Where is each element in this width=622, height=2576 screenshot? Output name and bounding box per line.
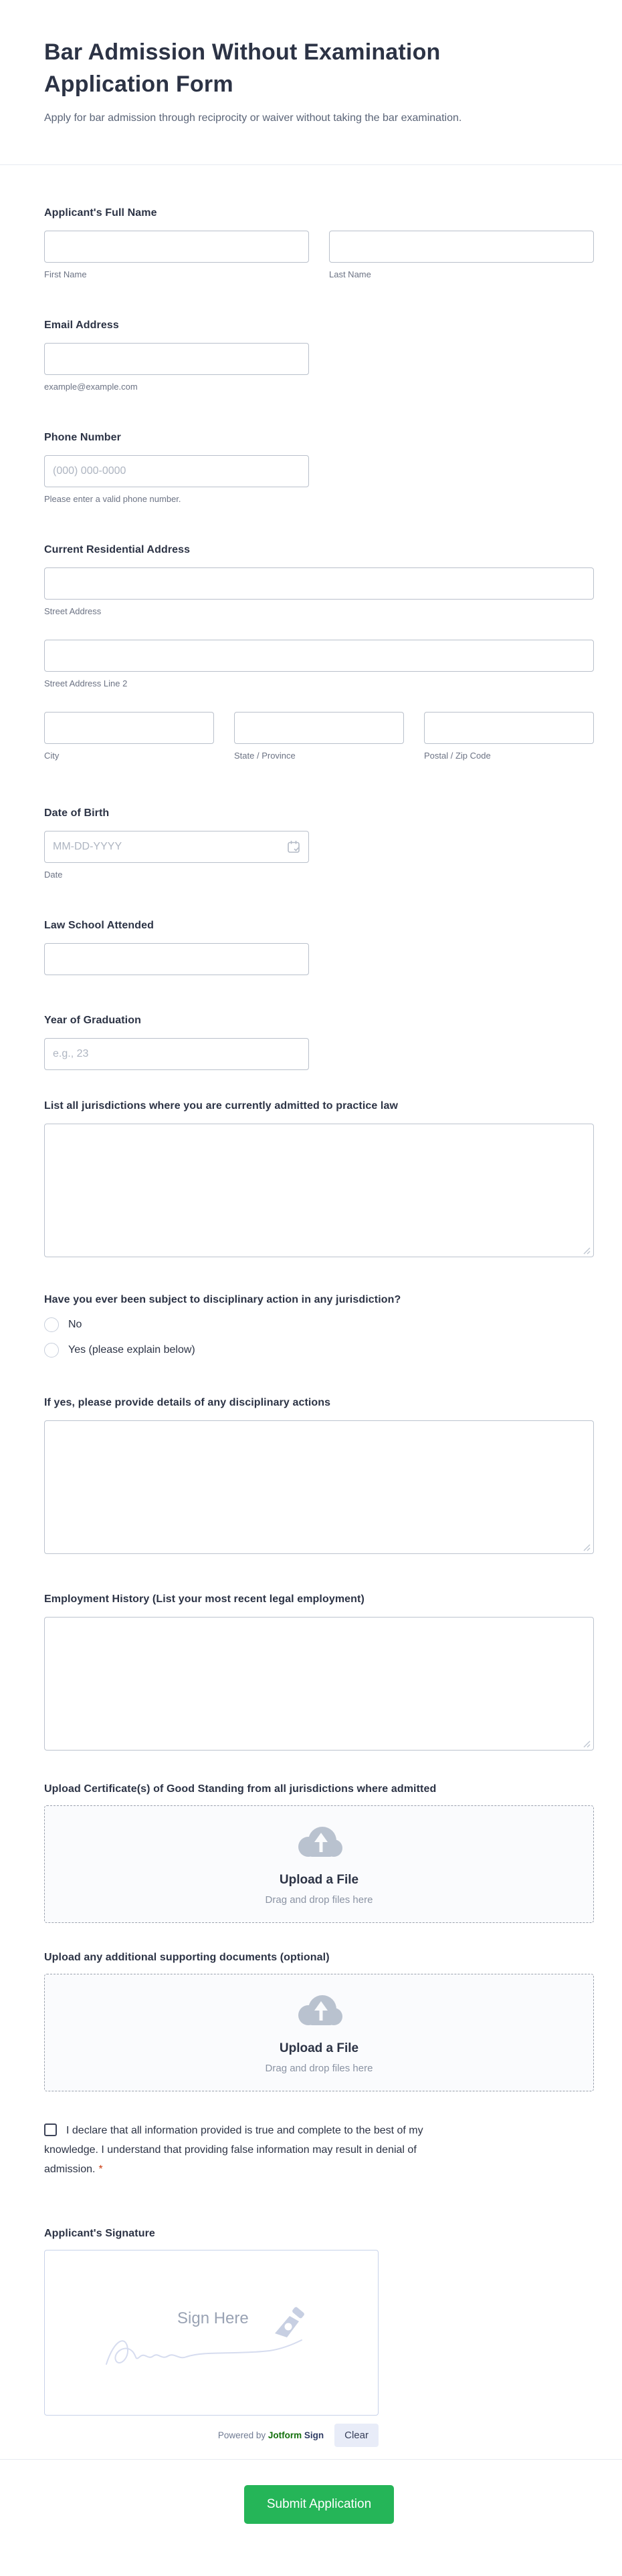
disciplinary-details-label: If yes, please provide details of any disciplinary actions	[44, 1397, 331, 1408]
calendar-check-icon[interactable]	[286, 840, 301, 854]
grad-year-label: Year of Graduation	[44, 1015, 141, 1026]
upload-additional-label: Upload any additional supporting documents (optional)	[44, 1952, 330, 1963]
street-address2-sublabel: Street Address Line 2	[44, 678, 128, 688]
declaration-text: I declare that all information provided is true and complete to the best of my knowledge. I understand that providing false information may result in denial of admission.	[44, 2125, 423, 2175]
last-name-input[interactable]	[329, 231, 594, 263]
email-sublabel: example@example.com	[44, 382, 138, 392]
state-sublabel: State / Province	[234, 751, 296, 761]
full-name-label: Applicant's Full Name	[44, 207, 157, 219]
street-address2-input[interactable]	[44, 640, 594, 672]
city-input[interactable]	[44, 712, 214, 744]
resize-handle-icon[interactable]	[583, 1543, 591, 1551]
cloud-upload-icon	[294, 1991, 344, 2031]
dob-sublabel: Date	[44, 870, 63, 880]
pen-nib-icon	[270, 2307, 307, 2347]
law-school-label: Law School Attended	[44, 920, 154, 931]
email-label: Email Address	[44, 319, 119, 331]
address-label: Current Residential Address	[44, 544, 191, 555]
jotform-brand: Jotform	[268, 2430, 302, 2440]
email-input[interactable]	[44, 343, 309, 375]
resize-handle-icon[interactable]	[583, 1739, 591, 1747]
upload-additional-hint: Drag and drop files here	[265, 2063, 373, 2074]
field-upload-certificates	[44, 1783, 594, 1923]
law-school-input[interactable]	[44, 943, 309, 975]
cloud-upload-icon	[294, 1823, 344, 1862]
field-address	[44, 543, 594, 761]
phone-input[interactable]	[44, 455, 309, 487]
street-address-input[interactable]	[44, 567, 594, 600]
sign-here-placeholder: Sign Here	[177, 2309, 249, 2327]
declaration-checkbox[interactable]	[44, 2123, 57, 2136]
field-employment	[44, 1593, 594, 1751]
field-disciplinary	[44, 1293, 594, 1358]
signature-label: Applicant's Signature	[44, 2228, 155, 2239]
field-full-name	[44, 207, 594, 280]
zip-sublabel: Postal / Zip Code	[424, 751, 491, 761]
signature-meta-row	[44, 2424, 379, 2447]
last-name-sublabel: Last Name	[329, 269, 371, 279]
radio-yes-label: Yes (please explain below)	[68, 1344, 195, 1356]
upload-certificates-hint: Drag and drop files here	[265, 1894, 373, 1906]
field-disciplinary-details	[44, 1396, 594, 1554]
jurisdictions-label: List all jurisdictions where you are currently admitted to practice law	[44, 1100, 399, 1112]
declaration-checkbox-row[interactable]	[44, 2125, 423, 2175]
form-header	[0, 0, 622, 164]
form-body	[0, 165, 622, 2459]
upload-certificates-button-label: Upload a File	[279, 1873, 359, 1887]
radio-no-label: No	[68, 1319, 82, 1330]
disciplinary-details-textarea[interactable]	[45, 1421, 593, 1553]
upload-additional-dropzone[interactable]	[44, 1974, 594, 2091]
upload-certificates-dropzone[interactable]	[44, 1805, 594, 1923]
state-input[interactable]	[234, 712, 404, 744]
resize-handle-icon[interactable]	[583, 1246, 591, 1254]
form-subtitle: Apply for bar admission through reciprocity or waiver without taking the bar examination.	[44, 112, 462, 124]
field-law-school	[44, 919, 594, 975]
required-asterisk: *	[98, 2164, 103, 2175]
clear-signature-button[interactable]: Clear	[334, 2424, 379, 2447]
field-phone	[44, 431, 594, 505]
employment-textarea[interactable]	[45, 1618, 593, 1750]
grad-year-input[interactable]	[44, 1038, 309, 1070]
employment-label: Employment History (List your most recent legal employment)	[44, 1593, 365, 1605]
disciplinary-label: Have you ever been subject to disciplinary action in any jurisdiction?	[44, 1294, 401, 1305]
submit-application-button[interactable]: Submit Application	[244, 2485, 394, 2524]
field-grad-year	[44, 1014, 594, 1070]
submit-row	[0, 2460, 622, 2557]
phone-label: Phone Number	[44, 432, 121, 443]
city-sublabel: City	[44, 751, 60, 761]
jurisdictions-textarea[interactable]	[45, 1124, 593, 1257]
field-dob	[44, 807, 594, 880]
radio-yes-icon[interactable]	[44, 1343, 59, 1358]
field-declaration	[44, 2121, 478, 2179]
jotform-sign-brand: Sign	[304, 2430, 324, 2440]
field-email	[44, 319, 594, 392]
form-title: Bar Admission Without Examination Application Form	[44, 39, 441, 97]
first-name-input[interactable]	[44, 231, 309, 263]
dob-label: Date of Birth	[44, 807, 110, 819]
first-name-sublabel: First Name	[44, 269, 87, 279]
upload-certificates-label: Upload Certificate(s) of Good Standing from all jurisdictions where admitted	[44, 1783, 437, 1795]
signature-pad[interactable]	[44, 2250, 379, 2416]
powered-by-text: Powered by	[217, 2430, 268, 2440]
phone-sublabel: Please enter a valid phone number.	[44, 494, 181, 504]
powered-by-label	[218, 2430, 324, 2440]
radio-no-icon[interactable]	[44, 1317, 59, 1332]
field-upload-additional	[44, 1951, 594, 2091]
zip-input[interactable]	[424, 712, 594, 744]
street-address-sublabel: Street Address	[44, 606, 102, 616]
field-jurisdictions	[44, 1100, 594, 1257]
field-signature	[44, 2227, 594, 2447]
disciplinary-option-yes[interactable]	[44, 1343, 594, 1358]
upload-additional-button-label: Upload a File	[279, 2041, 359, 2055]
dob-input[interactable]	[44, 831, 309, 863]
disciplinary-option-no[interactable]	[44, 1317, 594, 1332]
